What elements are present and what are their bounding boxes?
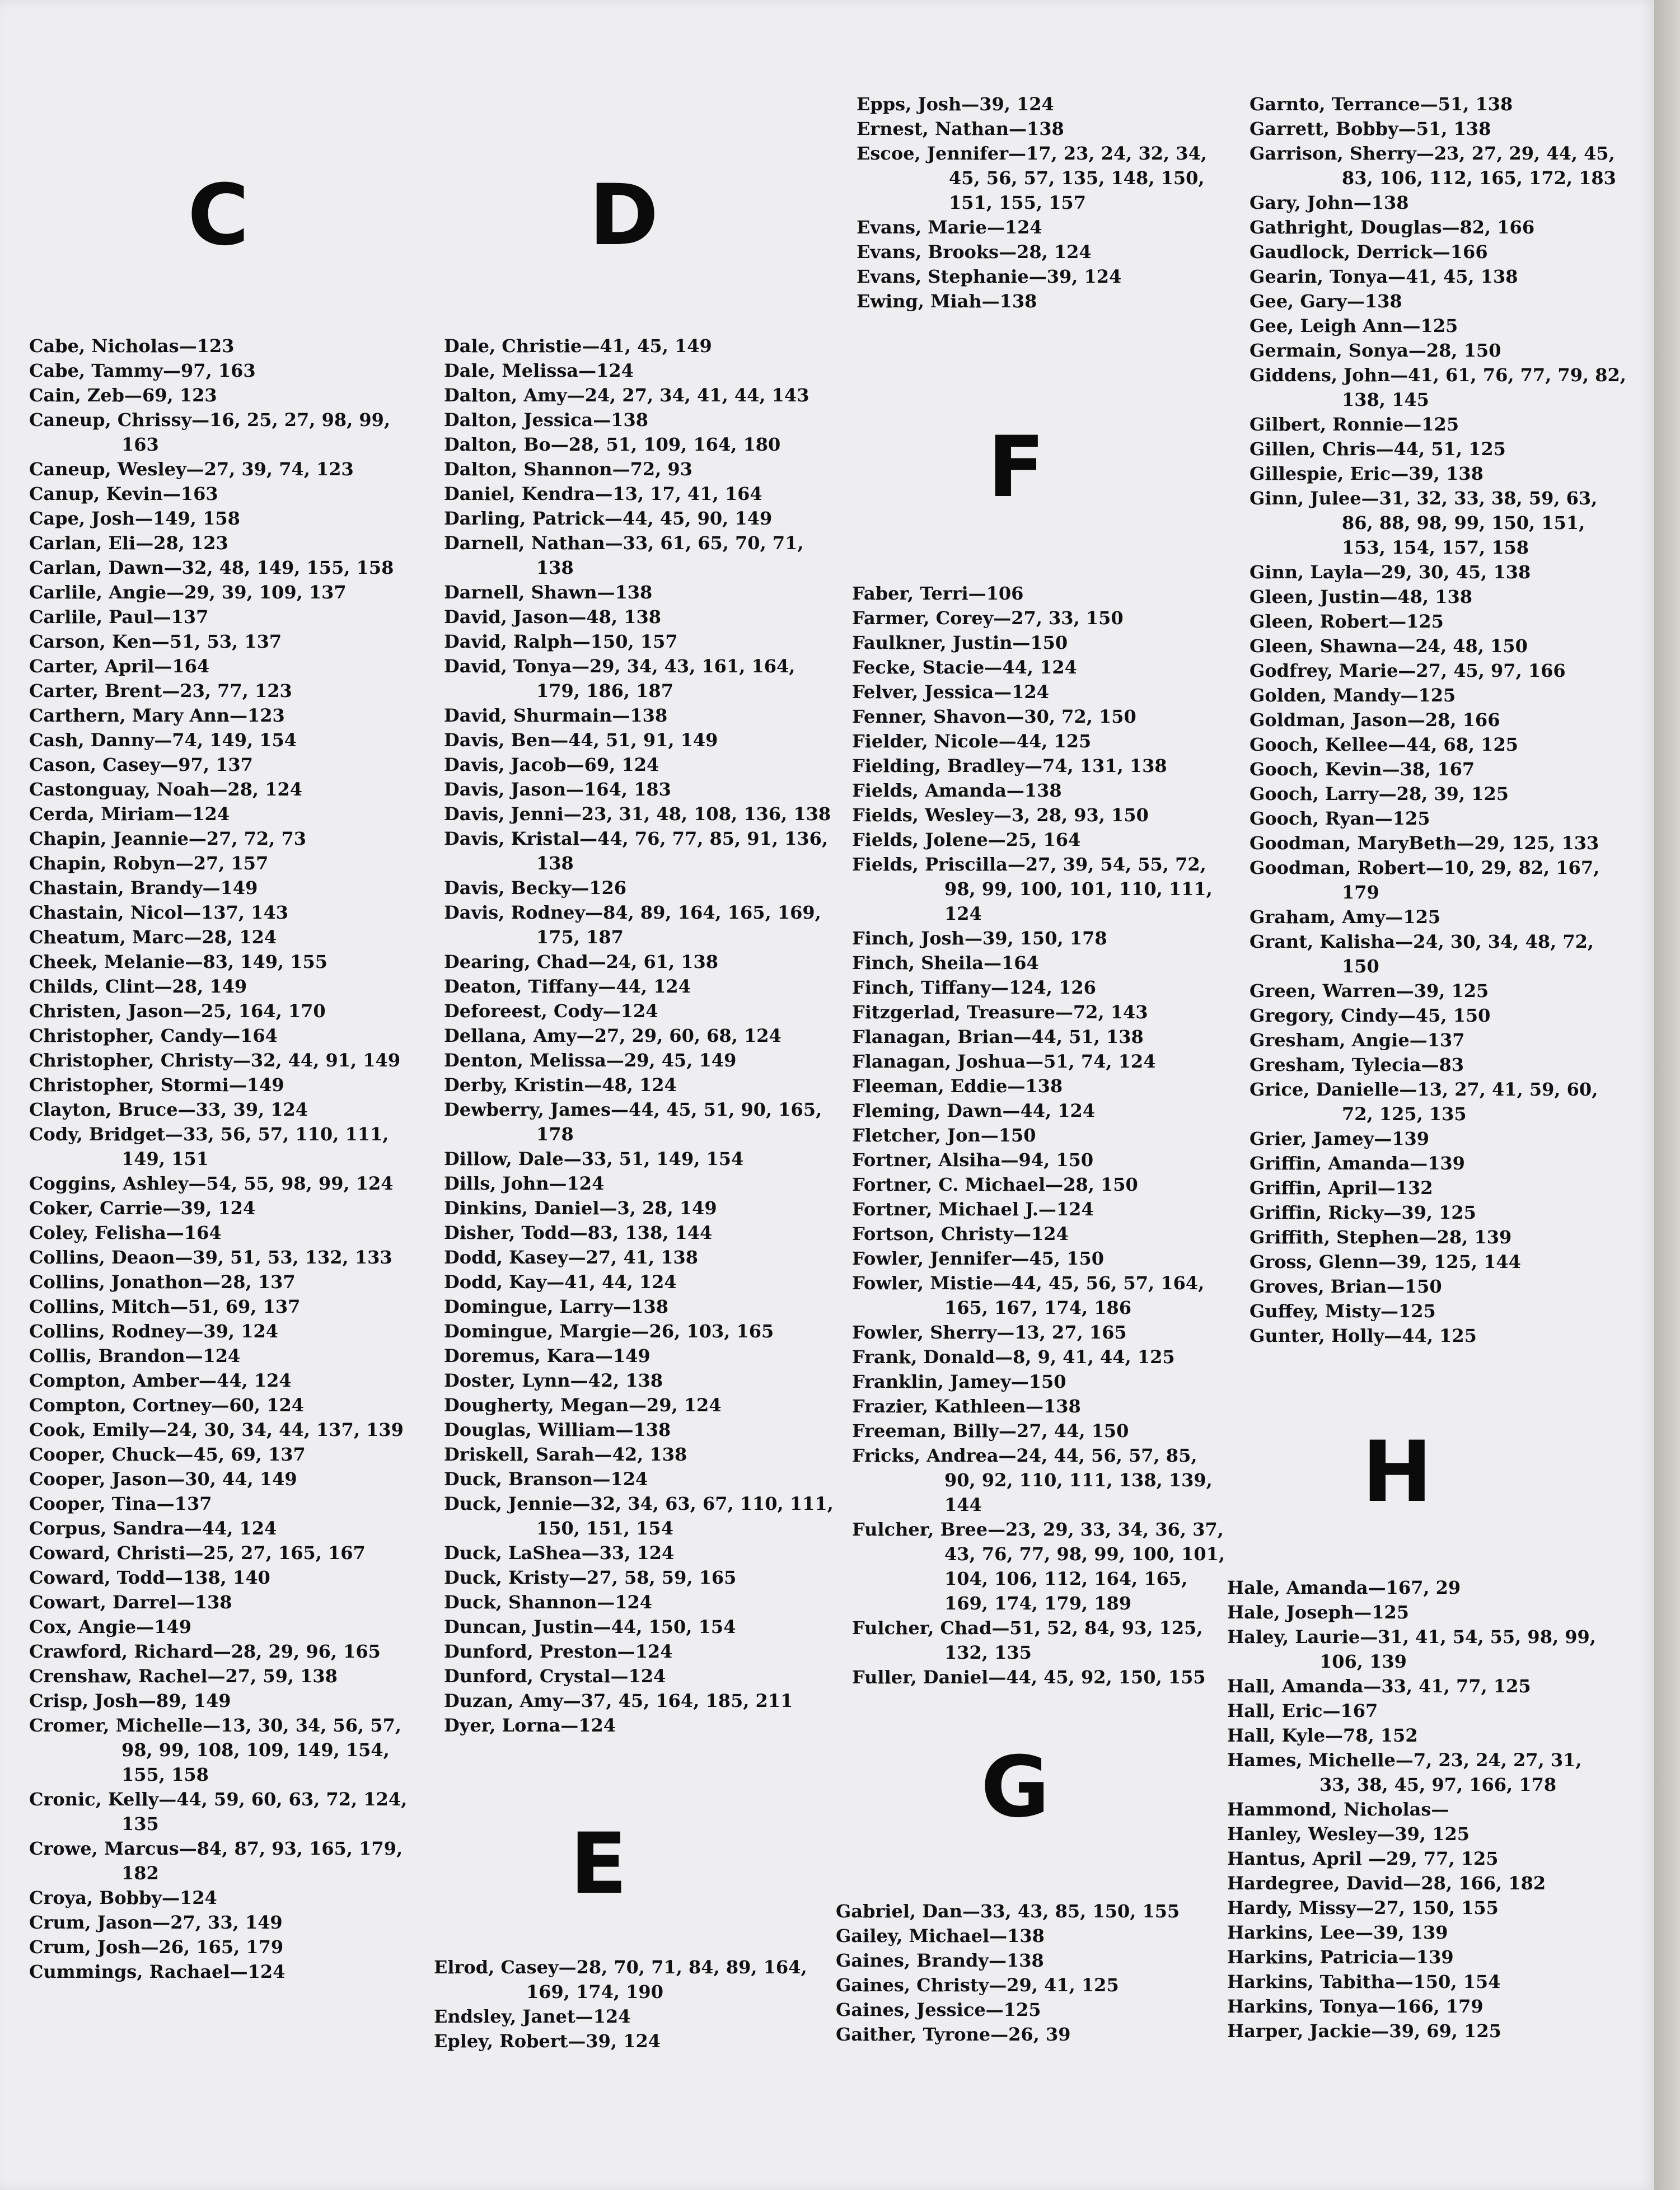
index-entry: Carter, April—164 [29,656,210,677]
index-entry: Croya, Bobby—124 [29,1887,217,1908]
index-entry: Fleeman, Eddie—138 [852,1075,1063,1097]
index-entry: Dalton, Jessica—138 [444,409,649,430]
index-entry: Carson, Ken—51, 53, 137 [29,631,282,652]
section-letter-e: E [570,1815,628,1913]
index-entry: Deaton, Tiffany—44, 124 [444,976,691,997]
index-entry: Hames, Michelle—7, 23, 24, 27, 31, 33, 38, 45, 97, 166, 178 [1227,1749,1582,1795]
index-entry: Haley, Laurie—31, 41, 54, 55, 98, 99, 106, 139 [1227,1626,1596,1672]
index-entry: Gearin, Tonya—41, 45, 138 [1250,266,1518,287]
index-entry: Graham, Amy—125 [1250,906,1441,928]
index-entry: Ginn, Julee—31, 32, 33, 38, 59, 63, 86, 88, 98, 99, 150, 151, 153, 154, 157, 158 [1250,488,1598,558]
index-entry: Griffin, April—132 [1250,1177,1433,1199]
section-letter-c: C [188,167,250,264]
index-entry: Escoe, Jennifer—17, 23, 24, 32, 34, 45, 56, 57, 135, 148, 150, 151, 155, 157 [857,143,1207,213]
index-entry: Duck, Kristy—27, 58, 59, 165 [444,1567,737,1588]
index-entry: Fields, Jolene—25, 164 [852,829,1081,850]
index-entry: Gaines, Brandy—138 [836,1950,1044,1971]
index-entry: Chapin, Jeannie—27, 72, 73 [29,828,306,849]
index-entry: Cook, Emily—24, 30, 34, 44, 137, 139 [29,1419,404,1440]
index-entry: Corpus, Sandra—44, 124 [29,1518,277,1539]
index-entry: Cash, Danny—74, 149, 154 [29,729,297,751]
index-entry: Christopher, Stormi—149 [29,1074,284,1096]
index-entry: Dodd, Kasey—27, 41, 138 [444,1247,699,1268]
index-entry: Denton, Melissa—29, 45, 149 [444,1050,737,1071]
index-entry: Godfrey, Marie—27, 45, 97, 166 [1250,660,1566,681]
index-entry: Coggins, Ashley—54, 55, 98, 99, 124 [29,1173,394,1194]
index-entry: Cromer, Michelle—13, 30, 34, 56, 57, 98, 99, 108, 109, 149, 154, 155, 158 [29,1715,401,1785]
index-entry: Hanley, Wesley—39, 125 [1227,1823,1470,1845]
index-entry: Gaines, Jessice—125 [836,1999,1041,2020]
index-entry: Dunford, Preston—124 [444,1641,673,1662]
index-entry: David, Shurmain—138 [444,705,668,726]
index-entry: Cooper, Jason—30, 44, 149 [29,1468,297,1490]
index-entry: Gaudlock, Derrick—166 [1250,241,1488,263]
index-entry: Elrod, Casey—28, 70, 71, 84, 89, 164, 169, 174, 190 [434,1957,807,2002]
index-entry: Gee, Leigh Ann—125 [1250,315,1458,336]
index-entry: Dearing, Chad—24, 61, 138 [444,951,719,972]
index-entry: Fielding, Bradley—74, 131, 138 [852,755,1167,776]
index-entry: Harkins, Tabitha—150, 154 [1227,1971,1501,1992]
index-entry: Cain, Zeb—69, 123 [29,385,217,406]
index-entry: Crenshaw, Rachel—27, 59, 138 [29,1665,338,1687]
index-entry: Davis, Jacob—69, 124 [444,754,659,775]
index-entry: Garrett, Bobby—51, 138 [1250,118,1491,139]
index-entry: Coley, Felisha—164 [29,1222,222,1243]
index-column-e [434,1955,826,2053]
index-entry: Gooch, Ryan—125 [1250,808,1430,829]
index-entry: Cummings, Rachael—124 [29,1961,286,1982]
index-entry: Dillow, Dale—33, 51, 149, 154 [444,1148,744,1169]
index-entry: Fortner, Michael J.—124 [852,1199,1094,1220]
index-entry: Frank, Donald—8, 9, 41, 44, 125 [852,1346,1175,1368]
index-entry: Collis, Brandon—124 [29,1345,241,1367]
section-letter-f: F [988,419,1045,516]
index-entry: Fuller, Daniel—44, 45, 92, 150, 155 [852,1667,1206,1688]
index-entry: Harkins, Tonya—166, 179 [1227,1996,1484,2017]
index-entry: Griffin, Amanda—139 [1250,1153,1465,1174]
index-entry: Duncan, Justin—44, 150, 154 [444,1616,736,1637]
index-entry: Domingue, Larry—138 [444,1296,668,1317]
index-entry: Gunter, Holly—44, 125 [1250,1325,1477,1346]
index-entry: Carlan, Dawn—32, 48, 149, 155, 158 [29,557,394,578]
index-entry: Epps, Josh—39, 124 [857,93,1054,115]
index-entry: Gooch, Kevin—38, 167 [1250,759,1475,780]
index-entry: Compton, Amber—44, 124 [29,1370,292,1391]
index-entry: Giddens, John—41, 61, 76, 77, 79, 82, 138, 145 [1250,364,1626,410]
index-entry: Derby, Kristin—48, 124 [444,1074,677,1096]
index-column-h [1227,1575,1608,2043]
index-entry: Cerda, Miriam—124 [29,803,230,825]
index-entry: Gleen, Robert—125 [1250,611,1444,632]
index-entry: Garrison, Sherry—23, 27, 29, 44, 45, 83, 106, 112, 165, 172, 183 [1250,143,1616,189]
index-entry: Dunford, Crystal—124 [444,1665,666,1687]
index-entry: Hammond, Nicholas— [1227,1799,1449,1820]
index-entry: Evans, Stephanie—39, 124 [857,266,1122,287]
index-entry: Coward, Todd—138, 140 [29,1567,270,1588]
index-entry: Evans, Brooks—28, 124 [857,241,1092,263]
index-entry: Flanagan, Brian—44, 51, 138 [852,1026,1144,1047]
index-entry: Franklin, Jamey—150 [852,1371,1066,1392]
index-entry: Griffith, Stephen—28, 139 [1250,1227,1512,1248]
index-entry: Chastain, Brandy—149 [29,877,258,899]
index-entry: Griffin, Ricky—39, 125 [1250,1202,1476,1223]
index-entry: Hardy, Missy—27, 150, 155 [1227,1897,1499,1918]
index-entry: Collins, Rodney—39, 124 [29,1321,278,1342]
index-entry: Fortner, C. Michael—28, 150 [852,1174,1138,1195]
index-entry: Fenner, Shavon—30, 72, 150 [852,706,1136,727]
index-entry: Fulcher, Chad—51, 52, 84, 93, 125, 132, 135 [852,1617,1203,1663]
index-entry: Dills, John—124 [444,1173,605,1194]
section-letter-h: H [1362,1424,1433,1521]
index-entry: Cabe, Tammy—97, 163 [29,360,256,381]
index-entry: Cowart, Darrel—138 [29,1592,232,1613]
index-entry: Dalton, Amy—24, 27, 34, 41, 44, 143 [444,385,809,406]
index-entry: Darling, Patrick—44, 45, 90, 149 [444,508,773,529]
index-entry: Dewberry, James—44, 45, 51, 90, 165, 178 [444,1099,822,1145]
index-entry: Ernest, Nathan—138 [857,118,1064,139]
index-entry: Farmer, Corey—27, 33, 150 [852,607,1124,629]
index-entry: Davis, Ben—44, 51, 91, 149 [444,729,718,751]
index-entry: Gleen, Shawna—24, 48, 150 [1250,635,1528,657]
index-entry: Davis, Becky—126 [444,877,626,899]
index-entry: Dinkins, Daniel—3, 28, 149 [444,1197,717,1219]
index-entry: Davis, Jenni—23, 31, 48, 108, 136, 138 [444,803,831,825]
index-entry: Hale, Amanda—167, 29 [1227,1577,1461,1598]
index-entry: Coward, Christi—25, 27, 165, 167 [29,1542,366,1564]
index-column-c [29,334,410,1984]
index-entry: Daniel, Kendra—13, 17, 41, 164 [444,483,762,504]
index-entry: Gailey, Michael—138 [836,1925,1045,1946]
index-entry: Finch, Tiffany—124, 126 [852,977,1096,998]
index-entry: Gillespie, Eric—39, 138 [1250,463,1484,484]
index-entry: Fields, Priscilla—27, 39, 54, 55, 72, 98, 99, 100, 101, 110, 111, 124 [852,854,1213,924]
index-entry: Garnto, Terrance—51, 138 [1250,93,1513,115]
index-entry: David, Jason—48, 138 [444,606,661,628]
index-entry: Flanagan, Joshua—51, 74, 124 [852,1051,1156,1072]
index-entry: Duck, Shannon—124 [444,1592,652,1613]
index-column-g-continued [1250,92,1630,1348]
index-entry: Gee, Gary—138 [1250,291,1402,312]
index-entry: Harkins, Lee—39, 139 [1227,1922,1448,1943]
index-entry: Duck, LaShea—33, 124 [444,1542,675,1564]
index-entry: Evans, Marie—124 [857,217,1042,238]
index-entry: Darnell, Shawn—138 [444,582,653,603]
index-entry: Collins, Mitch—51, 69, 137 [29,1296,301,1317]
index-column-d [444,334,836,1738]
index-entry: Dale, Melissa—124 [444,360,634,381]
index-entry: Compton, Cortney—60, 124 [29,1395,304,1416]
index-entry: Crisp, Josh—89, 149 [29,1690,231,1711]
index-entry: Fielder, Nicole—44, 125 [852,731,1092,752]
index-entry: David, Ralph—150, 157 [444,631,678,652]
index-entry: David, Tonya—29, 34, 43, 161, 164, 179, 186, 187 [444,656,795,701]
index-entry: Duck, Branson—124 [444,1468,648,1490]
index-entry: Goldman, Jason—28, 166 [1250,709,1500,731]
index-entry: Fowler, Sherry—13, 27, 165 [852,1322,1127,1343]
index-entry: Davis, Jason—164, 183 [444,779,671,800]
index-entry: Fecke, Stacie—44, 124 [852,657,1077,678]
index-entry: Gilbert, Ronnie—125 [1250,414,1459,435]
index-entry: Davis, Kristal—44, 76, 77, 85, 91, 136, 138 [444,828,829,874]
index-entry: Cooper, Tina—137 [29,1493,212,1514]
index-entry: Grier, Jamey—139 [1250,1128,1429,1149]
index-entry: Gross, Glenn—39, 125, 144 [1250,1251,1521,1272]
index-entry: Epley, Robert—39, 124 [434,2030,661,2052]
index-entry: Dale, Christie—41, 45, 149 [444,335,712,357]
index-entry: Coker, Carrie—39, 124 [29,1197,256,1219]
index-entry: Duzan, Amy—37, 45, 164, 185, 211 [444,1690,793,1711]
index-entry: Faber, Terri—106 [852,583,1024,604]
index-entry: Hale, Joseph—125 [1227,1602,1410,1623]
index-entry: Carter, Brent—23, 77, 123 [29,680,292,701]
index-column-f [852,581,1233,1690]
index-entry: Cape, Josh—149, 158 [29,508,240,529]
index-entry: Gaines, Christy—29, 41, 125 [836,1974,1119,1996]
index-entry: Dellana, Amy—27, 29, 60, 68, 124 [444,1025,781,1046]
index-entry: Grant, Kalisha—24, 30, 34, 48, 72, 150 [1250,931,1594,977]
index-entry: Crowe, Marcus—84, 87, 93, 165, 179, 182 [29,1838,403,1884]
index-entry: Hardegree, David—28, 166, 182 [1227,1873,1546,1894]
index-entry: Clayton, Bruce—33, 39, 124 [29,1099,308,1120]
index-entry: Disher, Todd—83, 138, 144 [444,1222,713,1243]
index-entry: Ewing, Miah—138 [857,291,1037,312]
index-entry: Fields, Amanda—138 [852,780,1062,801]
page-edge [1654,0,1680,2190]
index-entry: Carlile, Angie—29, 39, 109, 137 [29,582,347,603]
index-entry: Dalton, Shannon—72, 93 [444,458,692,480]
index-entry: Driskell, Sarah—42, 138 [444,1444,687,1465]
index-entry: Deforeest, Cody—124 [444,1000,658,1022]
index-entry: Fitzgerlad, Treasure—72, 143 [852,1002,1148,1023]
index-entry: Hantus, April —29, 77, 125 [1227,1848,1499,1869]
index-entry: Gillen, Chris—44, 51, 125 [1250,438,1506,460]
index-entry: Finch, Josh—39, 150, 178 [852,928,1107,949]
index-entry: Christopher, Candy—164 [29,1025,278,1046]
index-entry: Endsley, Janet—124 [434,2006,631,2027]
index-entry: Gabriel, Dan—33, 43, 85, 150, 155 [836,1901,1180,1922]
index-entry: Gleen, Justin—48, 138 [1250,586,1472,607]
index-entry: Fricks, Andrea—24, 44, 56, 57, 85, 90, 92, 110, 111, 138, 139, 144 [852,1445,1213,1515]
index-entry: Frazier, Kathleen—138 [852,1396,1081,1417]
index-entry: Christopher, Christy—32, 44, 91, 149 [29,1050,401,1071]
index-entry: Fortner, Alsiha—94, 150 [852,1149,1094,1171]
index-entry: Goodman, Robert—10, 29, 82, 167, 179 [1250,857,1600,903]
index-entry: Crum, Jason—27, 33, 149 [29,1912,283,1933]
index-entry: Cody, Bridget—33, 56, 57, 110, 111, 149, 151 [29,1124,389,1169]
index-entry: Doster, Lynn—42, 138 [444,1370,663,1391]
index-entry: Ginn, Layla—29, 30, 45, 138 [1250,561,1531,583]
index-entry: Cabe, Nicholas—123 [29,335,235,357]
index-entry: Finch, Sheila—164 [852,952,1039,974]
index-entry: Dalton, Bo—28, 51, 109, 164, 180 [444,434,781,455]
index-entry: Guffey, Misty—125 [1250,1300,1436,1322]
index-entry: Douglas, William—138 [444,1419,671,1440]
index-entry: Hall, Kyle—78, 152 [1227,1725,1418,1746]
index-entry: Duck, Jennie—32, 34, 63, 67, 110, 111, 150, 151, 154 [444,1493,834,1539]
index-entry: Gary, John—138 [1250,192,1409,213]
index-entry: Cheatum, Marc—28, 124 [29,926,277,948]
index-entry: Gregory, Cindy—45, 150 [1250,1005,1491,1026]
index-entry: Crawford, Richard—28, 29, 96, 165 [29,1641,381,1662]
index-entry: Christen, Jason—25, 164, 170 [29,1000,326,1022]
index-entry: Dyer, Lorna—124 [444,1715,616,1736]
index-column-e-continued [857,92,1237,313]
index-entry: Cronic, Kelly—44, 59, 60, 63, 72, 124, 135 [29,1789,408,1835]
index-entry: Doremus, Kara—149 [444,1345,651,1367]
index-entry: Canup, Kevin—163 [29,483,218,504]
index-entry: Davis, Rodney—84, 89, 164, 165, 169, 175, 187 [444,902,821,948]
index-entry: Gresham, Angie—137 [1250,1030,1465,1051]
index-entry: Domingue, Margie—26, 103, 165 [444,1321,774,1342]
index-entry: Fields, Wesley—3, 28, 93, 150 [852,804,1149,826]
index-entry: Grice, Danielle—13, 27, 41, 59, 60, 72, 125, 135 [1250,1079,1598,1125]
index-entry: Harkins, Patricia—139 [1227,1946,1454,1968]
index-entry: Gresham, Tylecia—83 [1250,1054,1464,1075]
index-entry: Fowler, Mistie—44, 45, 56, 57, 164, 165, 167, 174, 186 [852,1272,1205,1318]
index-entry: Hall, Eric—167 [1227,1700,1378,1721]
index-entry: Gooch, Larry—28, 39, 125 [1250,783,1509,804]
index-entry: Caneup, Wesley—27, 39, 74, 123 [29,458,354,480]
index-entry: Gaither, Tyrone—26, 39 [836,2024,1071,2045]
index-entry: Fleming, Dawn—44, 124 [852,1100,1096,1121]
index-entry: Goodman, MaryBeth—29, 125, 133 [1250,832,1599,854]
index-entry: Crum, Josh—26, 165, 179 [29,1936,284,1958]
index-entry: Chastain, Nicol—137, 143 [29,902,288,923]
index-entry: Fletcher, Jon—150 [852,1125,1036,1146]
index-entry: Darnell, Nathan—33, 61, 65, 70, 71, 138 [444,532,804,578]
index-entry: Collins, Deaon—39, 51, 53, 132, 133 [29,1247,392,1268]
index-entry: Gooch, Kellee—44, 68, 125 [1250,734,1518,755]
index-entry: Groves, Brian—150 [1250,1276,1442,1297]
index-entry: Harper, Jackie—39, 69, 125 [1227,2020,1501,2042]
index-entry: Dodd, Kay—41, 44, 124 [444,1271,677,1293]
index-entry: Dougherty, Megan—29, 124 [444,1395,722,1416]
index-column-g [836,1899,1216,2047]
index-entry: Collins, Jonathon—28, 137 [29,1271,296,1293]
index-entry: Fortson, Christy—124 [852,1223,1069,1244]
index-entry: Cooper, Chuck—45, 69, 137 [29,1444,306,1465]
section-letter-g: G [981,1739,1050,1836]
index-entry: Castonguay, Noah—28, 124 [29,779,302,800]
index-entry: Golden, Mandy—125 [1250,685,1456,706]
index-entry: Cheek, Melanie—83, 149, 155 [29,951,328,972]
index-entry: Childs, Clint—28, 149 [29,976,247,997]
index-entry: Faulkner, Justin—150 [852,632,1068,653]
index-entry: Fowler, Jennifer—45, 150 [852,1248,1104,1269]
index-entry: Carlile, Paul—137 [29,606,209,628]
index-entry: Cox, Angie—149 [29,1616,191,1637]
index-entry: Cason, Casey—97, 137 [29,754,253,775]
index-entry: Germain, Sonya—28, 150 [1250,340,1501,361]
index-entry: Green, Warren—39, 125 [1250,980,1489,1002]
index-entry: Carthern, Mary Ann—123 [29,705,285,726]
index-entry: Fulcher, Bree—23, 29, 33, 34, 36, 37, 43, 76, 77, 98, 99, 100, 101, 104, 106, 112, 164, 165, 169, 174, 179, 189 [852,1519,1225,1614]
index-entry: Hall, Amanda—33, 41, 77, 125 [1227,1676,1531,1697]
index-entry: Freeman, Billy—27, 44, 150 [852,1420,1129,1442]
section-letter-d: D [589,167,659,264]
index-entry: Chapin, Robyn—27, 157 [29,853,269,874]
index-entry: Gathright, Douglas—82, 166 [1250,217,1535,238]
index-entry: Carlan, Eli—28, 123 [29,532,228,554]
index-entry: Caneup, Chrissy—16, 25, 27, 98, 99, 163 [29,409,391,455]
index-entry: Felver, Jessica—124 [852,681,1049,703]
